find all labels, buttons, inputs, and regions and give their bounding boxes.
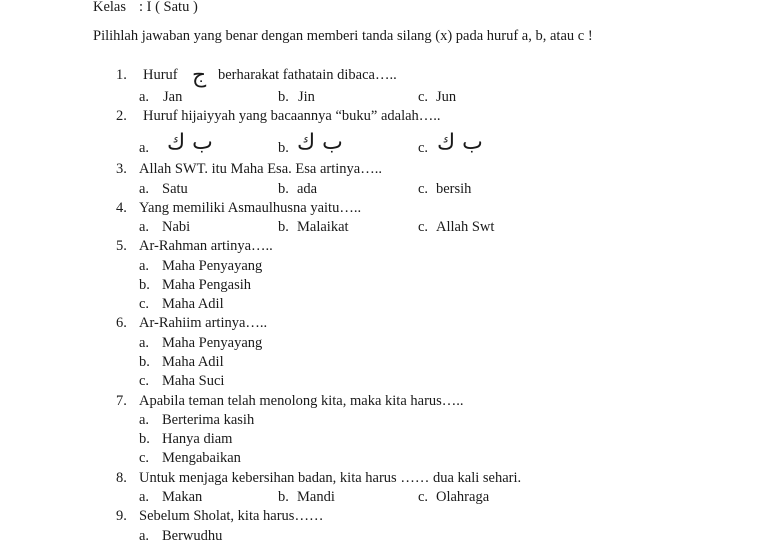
option-text: Berterima kasih bbox=[162, 412, 255, 428]
option-text: bersih bbox=[436, 181, 472, 197]
question-number: 2. bbox=[116, 108, 127, 124]
option-text: Allah Swt bbox=[436, 219, 495, 235]
option-letter: b. bbox=[278, 181, 289, 197]
option-text: Maha Penyayang bbox=[162, 335, 263, 351]
question-number: 9. bbox=[116, 508, 127, 524]
instruction-text: Pilihlah jawaban yang benar dengan memberi tanda silang (x) pada huruf a, b, atau c ! bbox=[93, 28, 593, 44]
option-letter: a. bbox=[139, 528, 150, 544]
option-text: Mandi bbox=[297, 489, 335, 505]
question-text: Ar-Rahman artinya….. bbox=[139, 238, 273, 254]
option-text: Mengabaikan bbox=[162, 450, 241, 466]
option-letter: b. bbox=[139, 431, 150, 447]
option-letter: c. bbox=[139, 373, 150, 389]
question-text: Allah SWT. itu Maha Esa. Esa artinya….. bbox=[139, 161, 382, 177]
option-text: Maha Adil bbox=[162, 354, 224, 370]
option-letter: b. bbox=[278, 219, 289, 235]
question-text: Sebelum Sholat, kita harus…… bbox=[139, 508, 324, 524]
option-text: Jun bbox=[436, 89, 457, 105]
option-letter: a. bbox=[139, 140, 150, 156]
option-text: Malaikat bbox=[297, 219, 349, 235]
option-letter: a. bbox=[139, 489, 150, 505]
option-text: ada bbox=[297, 181, 318, 197]
question-text: berharakat fathatain dibaca….. bbox=[218, 67, 397, 83]
option-letter: c. bbox=[418, 181, 429, 197]
question-number: 1. bbox=[116, 67, 127, 83]
option-letter: c. bbox=[418, 219, 429, 235]
option-text: Maha Penyayang bbox=[162, 258, 263, 274]
option-letter: b. bbox=[139, 354, 150, 370]
question-text: Yang memiliki Asmaulhusna yaitu….. bbox=[139, 200, 362, 216]
option-text: Makan bbox=[162, 489, 203, 505]
option-letter: a. bbox=[139, 335, 150, 351]
option-text: Hanya diam bbox=[162, 431, 233, 447]
option-letter: c. bbox=[139, 450, 150, 466]
question-number: 4. bbox=[116, 200, 127, 216]
option-letter: a. bbox=[139, 258, 150, 274]
option-text: Jan bbox=[163, 89, 183, 105]
question-number: 8. bbox=[116, 470, 127, 486]
question-number: 7. bbox=[116, 393, 127, 409]
option-letter: b. bbox=[278, 89, 289, 105]
option-arabic-text: ب ك bbox=[437, 130, 483, 155]
arabic-letter-jim: ج bbox=[192, 63, 207, 88]
option-arabic-text: ب ك bbox=[297, 130, 343, 155]
class-label: Kelas bbox=[93, 0, 127, 15]
option-letter: c. bbox=[418, 489, 429, 505]
question-text: Huruf hijaiyyah yang bacaannya “buku” adalah….. bbox=[143, 108, 441, 124]
option-arabic-text: ب ك bbox=[167, 130, 213, 155]
question-number: 3. bbox=[116, 161, 127, 177]
option-letter: a. bbox=[139, 219, 150, 235]
option-text: Maha Suci bbox=[162, 373, 225, 389]
option-letter: c. bbox=[139, 296, 150, 312]
question-number: 6. bbox=[116, 315, 127, 331]
question-text: Huruf bbox=[143, 67, 178, 83]
option-text: Satu bbox=[162, 181, 188, 197]
question-text: Ar-Rahiim artinya….. bbox=[139, 315, 268, 331]
option-letter: a. bbox=[139, 89, 150, 105]
option-text: Maha Adil bbox=[162, 296, 224, 312]
question-text: Untuk menjaga kebersihan badan, kita harus …… dua kali sehari. bbox=[139, 470, 522, 486]
option-text: Berwudhu bbox=[162, 528, 223, 544]
option-letter: a. bbox=[139, 181, 150, 197]
option-text: Maha Pengasih bbox=[162, 277, 251, 293]
question-text: Apabila teman telah menolong kita, maka kita harus….. bbox=[139, 393, 464, 409]
option-text: Olahraga bbox=[436, 489, 490, 505]
option-letter: c. bbox=[418, 140, 429, 156]
class-value: : I ( Satu ) bbox=[139, 0, 198, 15]
option-letter: b. bbox=[278, 489, 289, 505]
option-text: Nabi bbox=[162, 219, 191, 235]
option-letter: b. bbox=[278, 140, 289, 156]
option-letter: b. bbox=[139, 277, 150, 293]
option-letter: c. bbox=[418, 89, 429, 105]
option-text: Jin bbox=[298, 89, 315, 105]
question-number: 5. bbox=[116, 238, 127, 254]
option-letter: a. bbox=[139, 412, 150, 428]
